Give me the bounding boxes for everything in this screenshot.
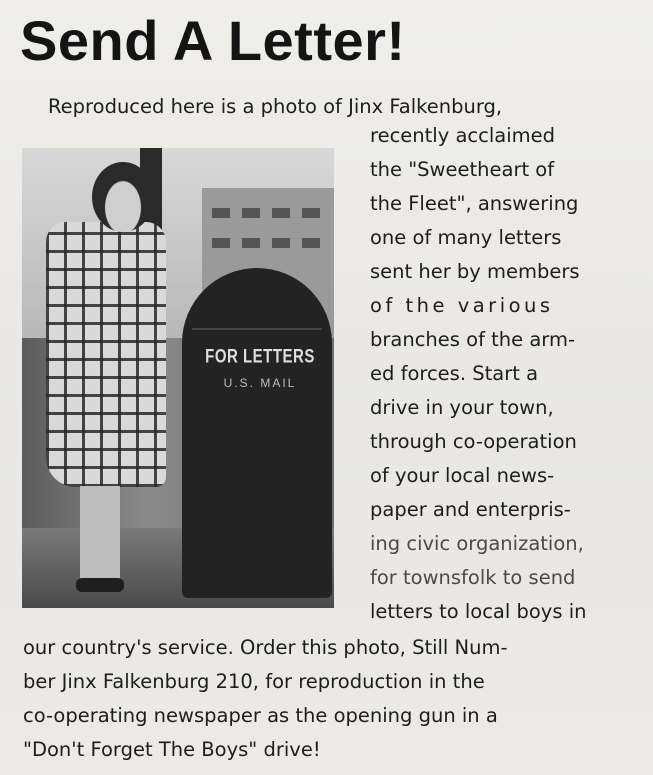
woman-shoe: [76, 578, 124, 592]
column-line-8: ed forces. Start a: [370, 362, 539, 385]
column-line-13: ing civic organization,: [370, 532, 584, 555]
full-line-1: our country's service. Order this photo, Still Num-: [23, 636, 508, 659]
column-line-3: the Fleet", answering: [370, 192, 579, 215]
column-line-2: the "Sweetheart of: [370, 158, 555, 181]
full-line-4: "Don't Forget The Boys" drive!: [23, 738, 321, 761]
woman-plaid-dress: [46, 222, 166, 487]
column-line-15: letters to local boys in: [370, 600, 587, 623]
mailbox: [182, 268, 332, 598]
column-line-7: branches of the arm-: [370, 328, 575, 351]
column-line-14: for townsfolk to send: [370, 566, 576, 589]
intro-line: Reproduced here is a photo of Jinx Falkenburg,: [48, 95, 503, 118]
column-line-6: of the various: [370, 294, 554, 317]
column-line-1: recently acclaimed: [370, 124, 556, 147]
full-line-3: co-operating newspaper as the opening gun in a: [23, 704, 498, 727]
column-line-10: through co-operation: [370, 430, 577, 453]
woman-head: [92, 162, 154, 232]
column-line-9: drive in your town,: [370, 396, 554, 419]
full-line-2: ber Jinx Falkenburg 210, for reproduction in the: [23, 670, 485, 693]
column-line-5: sent her by members: [370, 260, 580, 283]
woman-legs: [80, 486, 120, 586]
headline: Send A Letter!: [20, 9, 406, 72]
mailbox-label: FOR LETTERS: [205, 345, 315, 368]
column-line-11: of your local news-: [370, 464, 555, 487]
column-line-4: one of many letters: [370, 226, 562, 249]
column-line-12: paper and enterpris-: [370, 498, 571, 521]
photo-jinx-falkenburg: [22, 148, 334, 608]
mailbox-sub-label: U.S. MAIL: [223, 376, 297, 390]
